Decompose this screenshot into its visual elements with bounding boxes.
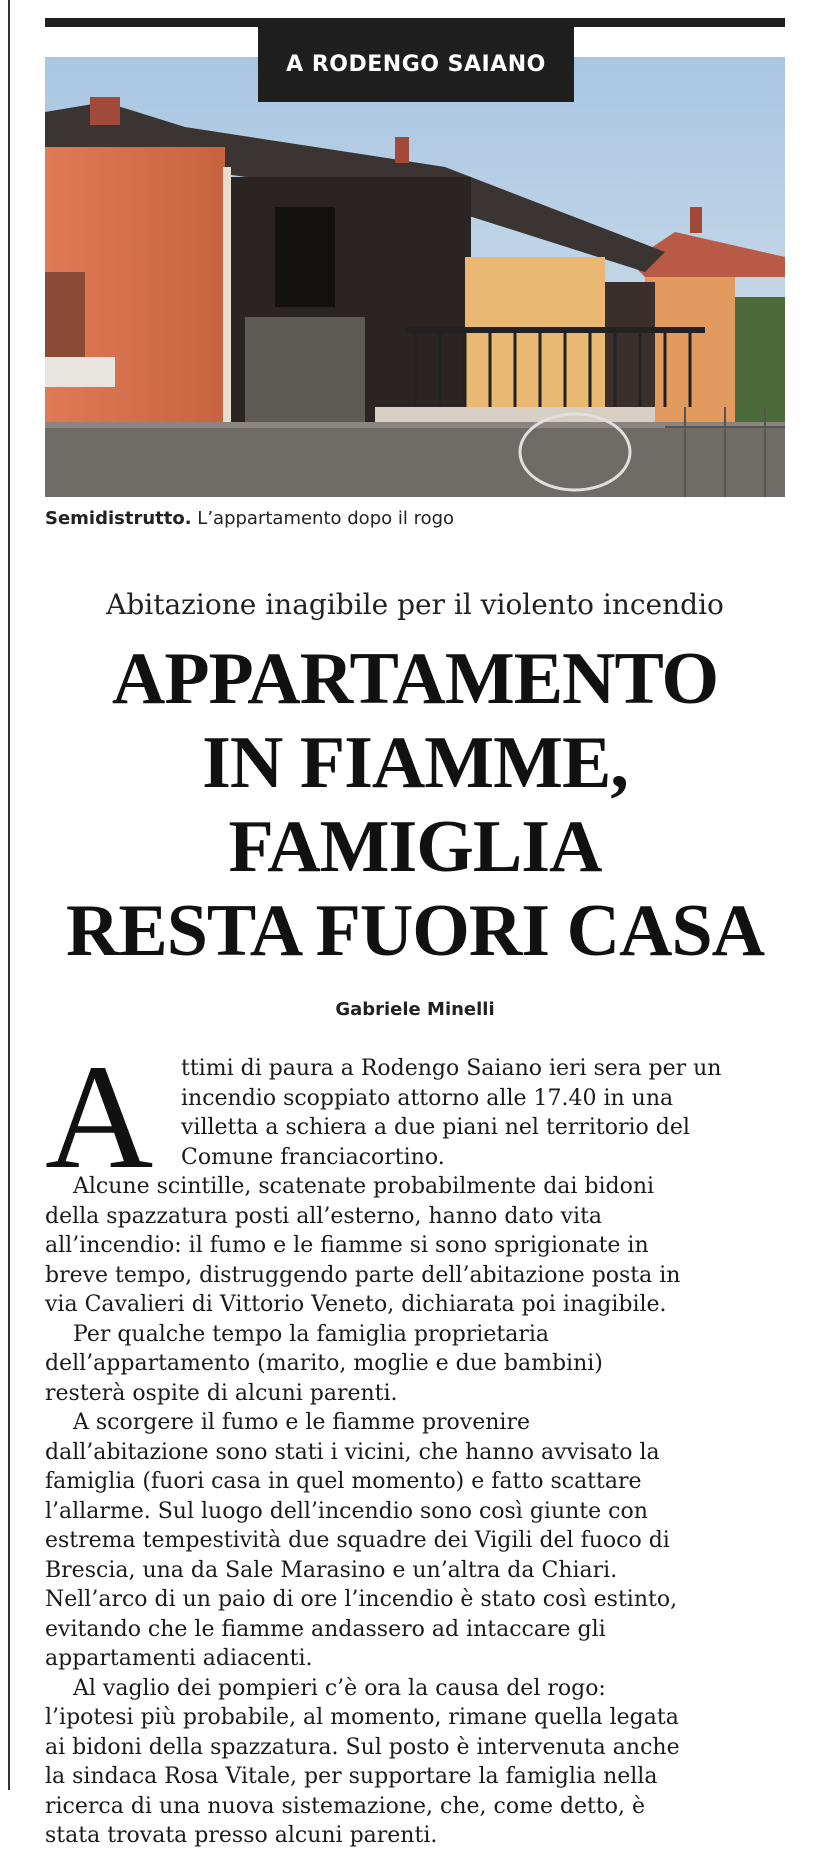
body-line: incendio scoppiato attorno alle 17.40 in una xyxy=(181,1085,674,1111)
body-line: Per qualche tempo la famiglia proprietaria xyxy=(73,1321,549,1347)
body-line: ai bidoni della spazzatura. Sul posto è intervenuta anche xyxy=(45,1734,680,1760)
body-line: evitando che le fiamme andassero ad intaccare gli xyxy=(45,1616,606,1642)
body-line: villetta a schiera a due piani nel territorio del xyxy=(181,1115,690,1140)
top-rule xyxy=(45,18,785,27)
body-line: stata trovata presso alcuni parenti. xyxy=(45,1823,438,1848)
body-line: dell’appartamento (marito, moglie e due bambini) xyxy=(45,1351,603,1376)
body-line: della spazzatura posti all’esterno, hanno dato vita xyxy=(45,1203,603,1229)
body-line: l’allarme. Sul luogo dell’incendio sono così giunte con xyxy=(45,1498,648,1524)
body-line: ttimi di paura a Rodengo Saiano ieri sera per un xyxy=(181,1056,722,1081)
byline: Gabriele Minelli xyxy=(335,999,495,1020)
body-line: breve tempo, distruggendo parte dell’abitazione posta in xyxy=(45,1262,681,1288)
body-line: Brescia, una da Sale Marasino e un’altra da Chiari. xyxy=(45,1557,618,1583)
body-line: Nell’arco di un paio di ore l’incendio è stato così estinto, xyxy=(45,1587,678,1612)
body-line: estrema tempestività due squadre dei Vigili del fuoco di xyxy=(45,1528,670,1553)
photo-block xyxy=(45,27,785,497)
body-line: via Cavalieri di Vittorio Veneto, dichiarata poi inagibile. xyxy=(45,1292,667,1317)
caption-lead: Semidistrutto. xyxy=(45,508,192,529)
body-line: Comune franciacortino. xyxy=(181,1144,445,1170)
article-headline xyxy=(45,637,785,973)
body-line: Alcune scintille, scatenate probabilmente dai bidoni xyxy=(73,1174,655,1199)
body-line: ricerca di una nuova sistemazione, che, come detto, è xyxy=(45,1793,645,1819)
article xyxy=(45,18,785,1851)
headline-line: IN FIAMME, FAMIGLIA xyxy=(202,722,628,888)
headline-line: RESTA FUORI CASA xyxy=(65,890,765,972)
column-divider xyxy=(8,0,10,1790)
body-line: A scorgere il fumo e le fiamme provenire xyxy=(73,1410,530,1435)
article-body xyxy=(45,1034,780,1851)
body-line: l’ipotesi più probabile, al momento, rimane quella legata xyxy=(45,1705,679,1730)
caption-text: L’appartamento dopo il rogo xyxy=(191,508,455,529)
drop-cap: A xyxy=(45,1034,154,1200)
burnt-house-photo xyxy=(45,57,785,497)
body-line: all’incendio: il fumo e le fiamme si sono sprigionate in xyxy=(45,1233,649,1258)
body-paragraphs xyxy=(45,1172,780,1851)
kicker-label: A RODENGO SAIANO xyxy=(258,27,574,102)
headline-line: APPARTAMENTO xyxy=(111,638,719,720)
body-line: la sindaca Rosa Vitale, per supportare la famiglia nella xyxy=(45,1764,658,1789)
body-line: Al vaglio dei pompieri c’è ora la causa del rogo: xyxy=(73,1675,606,1701)
body-line: appartamenti adiacenti. xyxy=(45,1646,313,1671)
body-line: resterà ospite di alcuni parenti. xyxy=(45,1380,398,1406)
body-line: dall’abitazione sono stati i vicini, che hanno avvisato la xyxy=(45,1439,660,1465)
body-line: famiglia (fuori casa in quel momento) e fatto scattare xyxy=(45,1469,642,1494)
article-subtitle: Abitazione inagibile per il violento incendio xyxy=(106,588,724,621)
photo-caption xyxy=(45,507,785,531)
